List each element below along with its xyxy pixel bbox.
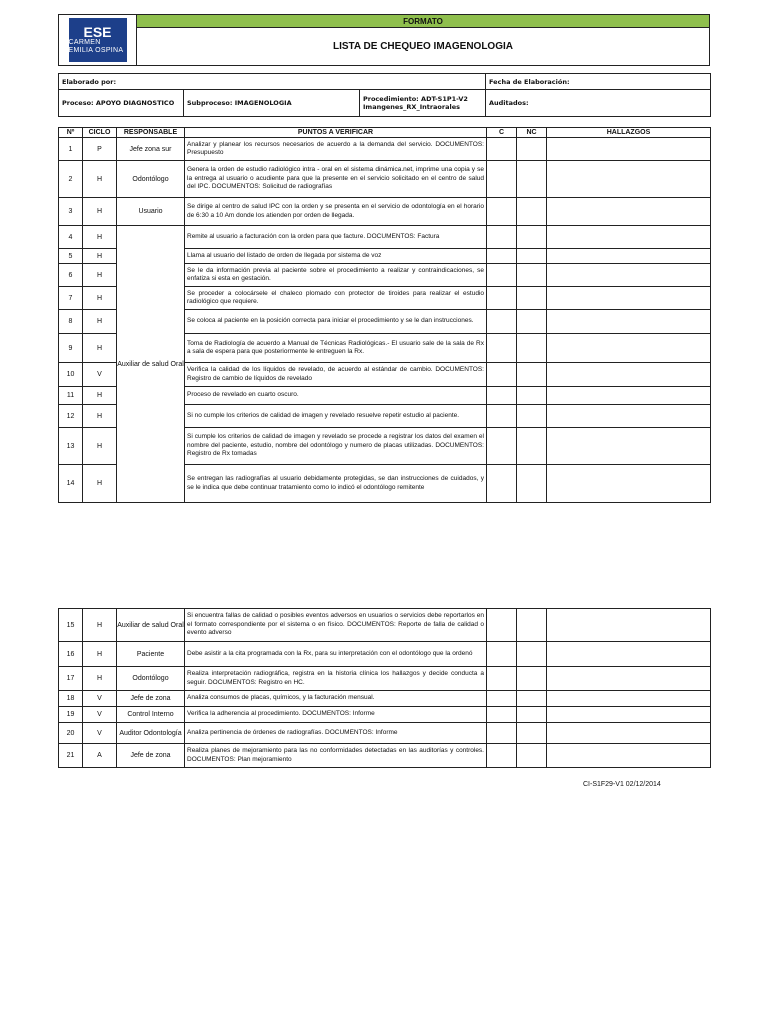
- row-nc-check[interactable]: [517, 387, 547, 405]
- proceso-field: Proceso: APOYO DIAGNOSTICO: [59, 90, 184, 117]
- document-title: LISTA DE CHEQUEO IMAGENOLOGIA: [137, 28, 710, 66]
- row-nc-check[interactable]: [517, 249, 547, 264]
- row-responsable: Jefe de zona: [117, 744, 185, 768]
- row-nc-check[interactable]: [517, 405, 547, 428]
- row-nc-check[interactable]: [517, 744, 547, 768]
- row-responsable: Odontólogo: [117, 667, 185, 691]
- table-row: [59, 161, 711, 198]
- row-ciclo: V: [83, 691, 117, 707]
- row-hallazgos[interactable]: [547, 198, 711, 226]
- row-hallazgos[interactable]: [547, 264, 711, 287]
- row-c-check[interactable]: [487, 723, 517, 744]
- row-ciclo: H: [83, 387, 117, 405]
- row-hallazgos[interactable]: [547, 161, 711, 198]
- row-number: 20: [59, 723, 83, 744]
- row-nc-check[interactable]: [517, 642, 547, 667]
- row-number: 1: [59, 138, 83, 161]
- info-box: [58, 73, 711, 117]
- row-nc-check[interactable]: [517, 264, 547, 287]
- row-ciclo: H: [83, 264, 117, 287]
- row-hallazgos[interactable]: [547, 387, 711, 405]
- row-c-check[interactable]: [487, 310, 517, 334]
- row-c-check[interactable]: [487, 707, 517, 723]
- table-row: [59, 744, 711, 768]
- table-row: [59, 707, 711, 723]
- table-row: [59, 642, 711, 667]
- row-punto: Analiza consumos de placas, químicos, y la facturación mensual.: [185, 691, 487, 707]
- row-ciclo: H: [83, 249, 117, 264]
- checklist-table-1: [58, 127, 711, 503]
- row-hallazgos[interactable]: [547, 465, 711, 503]
- row-c-check[interactable]: [487, 334, 517, 363]
- table-row: [59, 667, 711, 691]
- row-nc-check[interactable]: [517, 310, 547, 334]
- row-c-check[interactable]: [487, 609, 517, 642]
- row-c-check[interactable]: [487, 387, 517, 405]
- row-ciclo: H: [83, 161, 117, 198]
- row-number: 6: [59, 264, 83, 287]
- row-responsable: Odontólogo: [117, 161, 185, 198]
- row-hallazgos[interactable]: [547, 642, 711, 667]
- table-row: [59, 226, 711, 249]
- row-nc-check[interactable]: [517, 691, 547, 707]
- row-ciclo: H: [83, 667, 117, 691]
- row-nc-check[interactable]: [517, 707, 547, 723]
- row-ciclo: H: [83, 428, 117, 465]
- row-number: 17: [59, 667, 83, 691]
- row-hallazgos[interactable]: [547, 428, 711, 465]
- row-number: 10: [59, 363, 83, 387]
- logo-mark: ESE: [83, 24, 112, 40]
- col-hallazgos: HALLAZGOS: [547, 128, 711, 138]
- row-number: 15: [59, 609, 83, 642]
- row-responsable-merged: Auxiliar de salud Oral: [117, 226, 185, 503]
- row-c-check[interactable]: [487, 691, 517, 707]
- row-ciclo: H: [83, 198, 117, 226]
- table-row: [59, 723, 711, 744]
- row-punto: Se coloca al paciente en la posición correcta para iniciar el procedimiento y se le dan instrucciones.: [185, 310, 487, 334]
- row-c-check[interactable]: [487, 405, 517, 428]
- row-hallazgos[interactable]: [547, 138, 711, 161]
- table-row: [59, 138, 711, 161]
- col-c: C: [487, 128, 517, 138]
- row-punto: Llama al usuario del listado de orden de llegada por sistema de voz: [185, 249, 487, 264]
- row-responsable: Control Interno: [117, 707, 185, 723]
- row-nc-check[interactable]: [517, 287, 547, 310]
- row-hallazgos[interactable]: [547, 334, 711, 363]
- col-puntos: PUNTOS A VERIFICAR: [185, 128, 487, 138]
- row-c-check[interactable]: [487, 642, 517, 667]
- row-c-check[interactable]: [487, 744, 517, 768]
- row-c-check[interactable]: [487, 161, 517, 198]
- row-number: 8: [59, 310, 83, 334]
- table-row: [59, 198, 711, 226]
- row-nc-check[interactable]: [517, 363, 547, 387]
- row-hallazgos[interactable]: [547, 249, 711, 264]
- row-punto: Toma de Radiología de acuerdo a Manual de Técnicas Radiológicas.- El usuario sale de la sala de Rx a sala de espera para que posteriormente le entreguen la Rx.: [185, 334, 487, 363]
- row-ciclo: A: [83, 744, 117, 768]
- row-nc-check[interactable]: [517, 609, 547, 642]
- row-punto: Verifica la adherencia al procedimiento. DOCUMENTOS: Informe: [185, 707, 487, 723]
- row-nc-check[interactable]: [517, 667, 547, 691]
- row-punto: Analiza pertinencia de órdenes de radiografías. DOCUMENTOS: Informe: [185, 723, 487, 744]
- row-ciclo: H: [83, 334, 117, 363]
- row-nc-check[interactable]: [517, 723, 547, 744]
- row-punto: Si encuentra fallas de calidad o posibles eventos adversos en usuarios o servicios debe reportarlos en el formato correspondiente por el sistema o en físico. DOCUMENTOS: Reporte de falla de calidad o evento adverso: [185, 609, 487, 642]
- subproceso-field: Subproceso: IMAGENOLOGIA: [184, 90, 360, 117]
- row-number: 13: [59, 428, 83, 465]
- row-number: 12: [59, 405, 83, 428]
- row-responsable: Usuario: [117, 198, 185, 226]
- row-number: 18: [59, 691, 83, 707]
- row-punto: Realiza interpretación radiográfica, registra en la historia clínica los hallazgos y decide conducta a seguir. DOCUMENTOS: Registro en HC.: [185, 667, 487, 691]
- row-c-check[interactable]: [487, 226, 517, 249]
- row-punto: Si no cumple los criterios de calidad de imagen y revelado resuelve repetir estudio al paciente.: [185, 405, 487, 428]
- row-responsable: Jefe de zona: [117, 691, 185, 707]
- row-responsable: Auditor Odontología: [117, 723, 185, 744]
- table-header-row: [59, 128, 711, 138]
- row-punto: Remite al usuario a facturación con la orden para que facture. DOCUMENTOS: Factura: [185, 226, 487, 249]
- row-number: 16: [59, 642, 83, 667]
- logo-cell: [59, 15, 137, 66]
- elaborado-label: Elaborado por:: [59, 74, 486, 90]
- row-ciclo: H: [83, 287, 117, 310]
- row-c-check[interactable]: [487, 249, 517, 264]
- row-hallazgos[interactable]: [547, 723, 711, 744]
- row-number: 14: [59, 465, 83, 503]
- row-number: 7: [59, 287, 83, 310]
- row-punto: Analizar y planear los recursos necesarios de acuerdo a la demanda del servicio. DOCUMENTOS: Presupuesto: [185, 138, 487, 161]
- col-responsable: RESPONSABLE: [117, 128, 185, 138]
- row-nc-check[interactable]: [517, 198, 547, 226]
- institution-logo: [69, 18, 127, 62]
- row-c-check[interactable]: [487, 138, 517, 161]
- row-hallazgos[interactable]: [547, 363, 711, 387]
- row-number: 21: [59, 744, 83, 768]
- row-ciclo: V: [83, 363, 117, 387]
- row-hallazgos[interactable]: [547, 310, 711, 334]
- row-hallazgos[interactable]: [547, 287, 711, 310]
- row-c-check[interactable]: [487, 667, 517, 691]
- row-hallazgos[interactable]: [547, 405, 711, 428]
- row-hallazgos[interactable]: [547, 691, 711, 707]
- row-punto: Genera la orden de estudio radiológico intra - oral en el sistema dinámica.net, imprime una copia y se la entrega al usuario o acudiente para que la presente en el servicio solicitado en el centro de salud del IPC. DOCUMENTOS: Solicitud de radiografías: [185, 161, 487, 198]
- procedimiento-field: [360, 90, 486, 117]
- row-hallazgos[interactable]: [547, 744, 711, 768]
- row-nc-check[interactable]: [517, 428, 547, 465]
- row-responsable: Jefe zona sur: [117, 138, 185, 161]
- logo-text: CARMEN EMILIA OSPINA: [68, 39, 124, 54]
- row-ciclo: V: [83, 723, 117, 744]
- row-punto: Verifica la calidad de los líquidos de revelado, de acuerdo al estándar de cambio. DOCUMENTOS: Registro de cambio de líquidos de revelado: [185, 363, 487, 387]
- row-number: 3: [59, 198, 83, 226]
- row-punto: Se proceder a colocársele el chaleco plomado con protector de tiroides para realizar el estudio radiológico que requiere.: [185, 287, 487, 310]
- row-c-check[interactable]: [487, 287, 517, 310]
- procedimiento-line-1: Procedimiento: ADT-S1P1-V2: [363, 95, 468, 103]
- row-number: 5: [59, 249, 83, 264]
- row-hallazgos[interactable]: [547, 609, 711, 642]
- row-ciclo: H: [83, 642, 117, 667]
- row-punto: Proceso de revelado en cuarto oscuro.: [185, 387, 487, 405]
- table-row: [59, 609, 711, 642]
- row-ciclo: H: [83, 226, 117, 249]
- row-hallazgos[interactable]: [547, 707, 711, 723]
- col-ciclo: CICLO: [83, 128, 117, 138]
- row-punto: Se le da información previa al paciente sobre el procedimiento a realizar y contraindicaciones, se enfatiza si esta en gestación.: [185, 264, 487, 287]
- row-hallazgos[interactable]: [547, 226, 711, 249]
- col-no: Nº: [59, 128, 83, 138]
- row-punto: Se dirige al centro de salud IPC con la orden y se presenta en el servicio de odontología en el horario de 6:30 a 10 Am donde los atienden por orden de llegada.: [185, 198, 487, 226]
- row-responsable: Auxiliar de salud Oral: [117, 609, 185, 642]
- row-nc-check[interactable]: [517, 226, 547, 249]
- row-nc-check[interactable]: [517, 465, 547, 503]
- row-ciclo: V: [83, 707, 117, 723]
- row-c-check[interactable]: [487, 198, 517, 226]
- row-number: 4: [59, 226, 83, 249]
- procedimiento-line-2: Imangenes_RX_Intraorales: [363, 103, 460, 111]
- auditados-label: Auditados:: [486, 90, 711, 117]
- row-punto: Realiza planes de mejoramiento para las no conformidades detectadas en las auditorías y controles. DOCUMENTOS: Plan mejoramiento: [185, 744, 487, 768]
- checklist-table-2: [58, 608, 711, 768]
- formato-label: FORMATO: [137, 15, 710, 28]
- row-ciclo: H: [83, 465, 117, 503]
- row-punto: Si cumple los criterios de calidad de imagen y revelado se procede a registrar los datos del examen el nombre del paciente, estudio, nombre del odontólogo y numero de placas utilizadas. DOCUMENTOS: Registro de Rx tomadas: [185, 428, 487, 465]
- table-row: [59, 691, 711, 707]
- row-c-check[interactable]: [487, 363, 517, 387]
- row-nc-check[interactable]: [517, 334, 547, 363]
- row-ciclo: H: [83, 405, 117, 428]
- row-number: 2: [59, 161, 83, 198]
- row-c-check[interactable]: [487, 428, 517, 465]
- fecha-label: Fecha de Elaboración:: [486, 74, 711, 90]
- row-punto: Se entregan las radiografías al usuario debidamente protegidas, se dan instrucciones de cuidados, y se le indica que debe continuar tratamiento como lo indicó el odontólogo remitente: [185, 465, 487, 503]
- row-number: 11: [59, 387, 83, 405]
- row-nc-check[interactable]: [517, 161, 547, 198]
- row-c-check[interactable]: [487, 264, 517, 287]
- document-header: [58, 14, 710, 66]
- row-responsable: Paciente: [117, 642, 185, 667]
- row-hallazgos[interactable]: [547, 667, 711, 691]
- row-ciclo: P: [83, 138, 117, 161]
- document-code: CI-S1F29-V1 02/12/2014: [583, 781, 661, 788]
- col-nc: NC: [517, 128, 547, 138]
- row-number: 19: [59, 707, 83, 723]
- row-nc-check[interactable]: [517, 138, 547, 161]
- row-ciclo: H: [83, 310, 117, 334]
- row-ciclo: H: [83, 609, 117, 642]
- row-punto: Debe asistir a la cita programada con la Rx, para su interpretación con el odontólogo que la ordenó: [185, 642, 487, 667]
- row-number: 9: [59, 334, 83, 363]
- row-c-check[interactable]: [487, 465, 517, 503]
